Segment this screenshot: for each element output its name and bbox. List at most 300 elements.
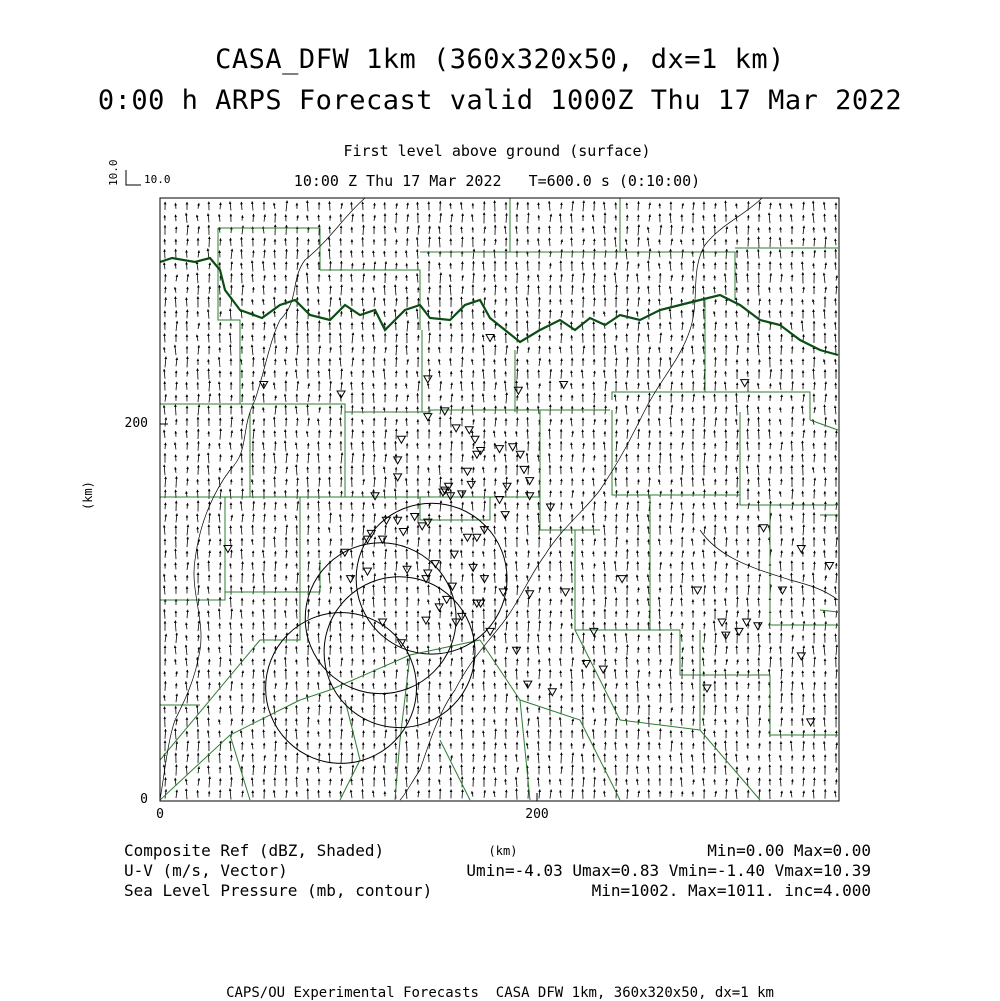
- wind-vector: [802, 682, 803, 690]
- wind-vector: [417, 659, 418, 665]
- wind-vector: [473, 645, 474, 655]
- wind-vector: [660, 225, 661, 235]
- wind-vector: [484, 455, 485, 461]
- wind-vector: [374, 477, 375, 487]
- wind-vector: [241, 359, 242, 365]
- wind-vector: [670, 453, 671, 463]
- wind-vector: [187, 525, 188, 536]
- wind-vector: [208, 359, 209, 364]
- wind-vector: [274, 790, 275, 798]
- wind-vector: [659, 609, 660, 619]
- wind-vector: [780, 454, 781, 462]
- wind-vector: [572, 789, 573, 798]
- wind-vector: [263, 285, 264, 294]
- wind-vector: [736, 419, 737, 425]
- wind-vector: [439, 622, 440, 630]
- wind-vector: [516, 777, 517, 787]
- wind-vector: [473, 562, 474, 570]
- wind-vector: [439, 633, 440, 642]
- wind-vector: [726, 299, 727, 306]
- wind-vector: [769, 419, 770, 426]
- wind-vector: [186, 250, 187, 257]
- wind-vector: [803, 287, 804, 293]
- wind-vector: [715, 791, 716, 797]
- wind-vector: [671, 382, 672, 391]
- wind-vector: [362, 322, 363, 330]
- wind-vector: [627, 502, 628, 510]
- wind-vector: [583, 239, 584, 245]
- wind-vector: [297, 381, 298, 391]
- wind-vector: [703, 550, 704, 559]
- wind-vector: [230, 622, 231, 629]
- wind-vector: [604, 202, 605, 210]
- wind-vector: [660, 670, 661, 679]
- wind-vector: [802, 585, 803, 595]
- wind-vector: [198, 647, 199, 653]
- wind-vector: [209, 381, 210, 392]
- wind-vector: [616, 262, 617, 270]
- wind-vector: [187, 287, 188, 293]
- wind-vector: [670, 417, 671, 428]
- wind-vector: [748, 503, 749, 509]
- wind-vector: [671, 239, 672, 246]
- wind-vector: [638, 215, 639, 221]
- wind-vector: [615, 755, 616, 761]
- wind-vector: [736, 273, 737, 283]
- wind-vector: [560, 514, 561, 522]
- wind-vector: [681, 718, 682, 725]
- wind-vector: [725, 527, 726, 534]
- wind-vector: [231, 515, 232, 521]
- wind-vector: [494, 719, 495, 724]
- wind-vector: [626, 719, 627, 726]
- wind-vector: [736, 263, 737, 270]
- wind-vector: [374, 621, 375, 630]
- wind-vector: [572, 201, 573, 211]
- wind-vector: [516, 431, 517, 437]
- wind-vector: [769, 429, 770, 438]
- wind-vector: [780, 514, 781, 522]
- wind-vector: [263, 550, 264, 558]
- wind-vector: [605, 250, 606, 257]
- wind-vector: [274, 297, 275, 307]
- wind-vector: [615, 561, 616, 571]
- wind-vector: [593, 513, 594, 523]
- wind-vector: [308, 717, 309, 728]
- wind-vector: [549, 201, 550, 210]
- wind-vector: [264, 755, 265, 761]
- wind-vector: [571, 646, 572, 653]
- wind-vector: [330, 286, 331, 294]
- wind-vector: [825, 575, 826, 580]
- wind-vector: [406, 766, 407, 774]
- wind-vector: [352, 214, 353, 222]
- wind-vector: [319, 705, 320, 716]
- wind-vector: [814, 778, 815, 786]
- wind-vector: [318, 501, 319, 511]
- wind-vector: [538, 455, 539, 462]
- wind-vector: [550, 214, 551, 222]
- wind-vector: [671, 539, 672, 545]
- wind-vector: [550, 599, 551, 605]
- wind-vector: [539, 609, 540, 619]
- wind-vector: [792, 455, 793, 462]
- wind-vector: [725, 669, 726, 679]
- wind-vector: [175, 405, 176, 416]
- wind-vector: [483, 394, 484, 403]
- wind-vector: [538, 753, 539, 764]
- wind-vector: [341, 778, 342, 785]
- wind-vector: [648, 598, 649, 606]
- station-marker: [473, 534, 481, 541]
- wind-vector: [836, 537, 837, 547]
- wind-vector: [649, 477, 650, 486]
- wind-vector: [418, 791, 419, 798]
- wind-vector: [593, 467, 594, 472]
- wind-vector: [450, 681, 451, 691]
- wind-vector: [616, 537, 617, 547]
- wind-vector: [319, 743, 320, 749]
- wind-vector: [528, 621, 529, 632]
- wind-vector: [703, 503, 704, 509]
- wind-vector: [736, 405, 737, 416]
- wind-vector: [286, 309, 287, 320]
- wind-vector: [780, 249, 781, 258]
- wind-vector: [560, 790, 561, 798]
- wind-vector: [571, 226, 572, 234]
- wind-vector: [461, 381, 462, 391]
- wind-vector: [406, 731, 407, 736]
- wind-vector: [473, 419, 474, 424]
- wind-vector: [352, 563, 353, 570]
- wind-vector: [264, 502, 265, 509]
- wind-vector: [758, 598, 759, 606]
- field2-stats: Umin=-4.03 Umax=0.83 Vmin=-1.40 Vmax=10.39: [400, 863, 871, 879]
- wind-vector: [451, 658, 452, 666]
- wind-vector: [627, 419, 628, 425]
- wind-vector: [813, 201, 814, 211]
- wind-vector: [648, 574, 649, 581]
- wind-vector: [165, 729, 166, 739]
- wind-vector: [692, 562, 693, 570]
- wind-vector: [494, 310, 495, 318]
- wind-vector: [286, 729, 287, 739]
- wind-vector: [374, 203, 375, 209]
- wind-vector: [825, 394, 826, 403]
- wind-vector: [561, 599, 562, 604]
- wind-vector: [737, 695, 738, 702]
- wind-vector: [285, 765, 286, 774]
- wind-vector: [351, 550, 352, 558]
- wind-vector: [417, 635, 418, 641]
- wind-vector: [549, 238, 550, 246]
- wind-vector: [737, 659, 738, 664]
- wind-vector: [560, 561, 561, 572]
- wind-vector: [231, 777, 232, 787]
- wind-vector: [308, 418, 309, 426]
- wind-vector: [792, 657, 793, 667]
- wind-vector: [616, 514, 617, 522]
- wind-vector: [241, 453, 242, 462]
- wind-vector: [638, 395, 639, 402]
- wind-vector: [571, 371, 572, 378]
- wind-vector: [285, 610, 286, 617]
- wind-vector: [725, 706, 726, 713]
- wind-vector: [242, 791, 243, 798]
- wind-vector: [638, 729, 639, 740]
- wind-vector: [494, 767, 495, 773]
- wind-vector: [539, 683, 540, 689]
- wind-vector: [252, 274, 253, 282]
- wind-vector: [725, 741, 726, 752]
- wind-vector: [737, 597, 738, 608]
- wind-vector: [759, 359, 760, 364]
- wind-vector: [627, 274, 628, 282]
- wind-vector: [318, 453, 319, 463]
- wind-vector: [384, 298, 385, 306]
- wind-vector: [693, 418, 694, 426]
- wind-vector: [297, 766, 298, 773]
- wind-vector: [274, 417, 275, 427]
- wind-vector: [704, 526, 705, 534]
- wind-vector: [407, 395, 408, 402]
- wind-vector: [231, 609, 232, 620]
- wind-vector: [769, 310, 770, 317]
- wind-vector: [780, 311, 781, 318]
- wind-vector: [572, 454, 573, 462]
- wind-vector: [253, 214, 254, 222]
- wind-vector: [340, 345, 341, 355]
- station-marker: [509, 444, 517, 451]
- wind-vector: [219, 214, 220, 221]
- wind-vector: [572, 587, 573, 593]
- wind-vector: [176, 790, 177, 798]
- wind-vector: [418, 598, 419, 605]
- wind-vector: [583, 250, 584, 258]
- wind-vector: [263, 299, 264, 305]
- wind-vector: [219, 634, 220, 641]
- wind-vector: [505, 537, 506, 547]
- wind-vector: [825, 237, 826, 248]
- wind-vector: [758, 406, 759, 413]
- wind-vector: [494, 671, 495, 677]
- figure-title: CASA_DFW 1km (360x320x50, dx=1 km): [0, 46, 1000, 73]
- wind-vector: [714, 551, 715, 557]
- wind-vector: [439, 237, 440, 248]
- wind-vector: [758, 501, 759, 512]
- wind-vector: [395, 706, 396, 715]
- wind-vector: [803, 513, 804, 523]
- wind-vector: [241, 443, 242, 449]
- wind-vector: [527, 539, 528, 545]
- wind-vector: [462, 502, 463, 510]
- wind-vector: [769, 346, 770, 355]
- wind-vector: [483, 369, 484, 379]
- wind-vector: [406, 287, 407, 294]
- wind-vector: [352, 514, 353, 523]
- level-label: First level above ground (surface): [0, 144, 994, 159]
- wind-vector: [561, 766, 562, 774]
- wind-vector: [835, 598, 836, 606]
- wind-vector: [714, 394, 715, 402]
- wind-vector: [692, 407, 693, 413]
- wind-vector: [571, 669, 572, 679]
- wind-vector: [626, 779, 627, 785]
- wind-vector: [418, 537, 419, 547]
- wind-vector: [703, 249, 704, 259]
- wind-vector: [285, 359, 286, 365]
- wind-vector: [791, 395, 792, 401]
- wind-vector: [571, 623, 572, 629]
- wind-vector: [473, 443, 474, 449]
- wind-vector: [758, 333, 759, 344]
- wind-vector: [781, 334, 782, 342]
- wind-vector: [439, 359, 440, 365]
- wind-vector: [472, 501, 473, 510]
- wind-vector: [373, 322, 374, 329]
- wind-vector: [483, 261, 484, 270]
- wind-vector: [824, 359, 825, 364]
- wind-vector: [693, 323, 694, 328]
- wind-vector: [605, 419, 606, 425]
- wind-vector: [198, 454, 199, 463]
- wind-vector: [164, 249, 165, 258]
- wind-vector: [825, 382, 826, 391]
- wind-vector: [231, 718, 232, 725]
- wind-vector: [440, 717, 441, 727]
- wind-vector: [297, 454, 298, 463]
- wind-vector: [330, 538, 331, 545]
- wind-vector: [571, 609, 572, 619]
- wind-vector: [538, 286, 539, 295]
- x-tick-label-200: 200: [512, 808, 562, 821]
- wind-vector: [495, 743, 496, 750]
- wind-vector: [219, 285, 220, 294]
- wind-vector: [736, 621, 737, 630]
- wind-vector: [198, 405, 199, 416]
- wind-vector: [439, 779, 440, 784]
- wind-vector: [440, 501, 441, 512]
- wind-vector: [615, 323, 616, 330]
- wind-vector: [593, 215, 594, 222]
- station-marker: [394, 474, 402, 481]
- wind-vector: [373, 251, 374, 257]
- wind-vector: [472, 382, 473, 391]
- wind-vector: [814, 407, 815, 413]
- wind-vector: [528, 563, 529, 569]
- wind-vector: [495, 586, 496, 594]
- wind-vector: [660, 707, 661, 713]
- wind-vector: [736, 467, 737, 473]
- wind-vector: [616, 454, 617, 462]
- wind-vector: [703, 574, 704, 582]
- wind-vector: [649, 347, 650, 354]
- wind-vector: [759, 574, 760, 582]
- wind-vector: [780, 491, 781, 497]
- wind-vector: [230, 597, 231, 608]
- wind-vector: [429, 562, 430, 570]
- wind-vector: [803, 705, 804, 716]
- wind-vector: [539, 669, 540, 679]
- wind-vector: [373, 383, 374, 388]
- wind-vector: [362, 778, 363, 787]
- wind-vector: [824, 273, 825, 283]
- station-marker: [452, 425, 460, 432]
- wind-vector: [758, 477, 759, 487]
- wind-vector: [275, 466, 276, 474]
- wind-vector: [638, 357, 639, 367]
- wind-vector: [440, 575, 441, 581]
- wind-vector: [748, 395, 749, 402]
- wind-vector: [780, 214, 781, 221]
- wind-vector: [252, 479, 253, 484]
- wind-vector: [351, 587, 352, 593]
- wind-vector: [583, 633, 584, 643]
- wind-vector: [594, 539, 595, 546]
- wind-vector: [439, 465, 440, 475]
- wind-vector: [274, 250, 275, 258]
- wind-vector: [208, 718, 209, 727]
- wind-vector: [681, 418, 682, 425]
- wind-vector: [219, 623, 220, 629]
- wind-vector: [715, 357, 716, 367]
- wind-vector: [692, 754, 693, 761]
- wind-vector: [572, 765, 573, 776]
- wind-vector: [175, 263, 176, 269]
- wind-vector: [791, 741, 792, 751]
- wind-vector: [550, 537, 551, 546]
- wind-vector: [462, 357, 463, 367]
- wind-vector: [363, 586, 364, 595]
- wind-vector: [286, 249, 287, 259]
- wind-vector: [209, 777, 210, 788]
- wind-vector: [451, 334, 452, 342]
- wind-vector: [803, 394, 804, 402]
- wind-vector: [692, 346, 693, 355]
- wind-vector: [330, 767, 331, 773]
- wind-vector: [561, 239, 562, 244]
- wind-vector: [230, 695, 231, 700]
- wind-vector: [737, 455, 738, 462]
- wind-vector: [615, 273, 616, 284]
- wind-vector: [835, 359, 836, 365]
- wind-vector: [560, 779, 561, 785]
- station-marker: [363, 568, 371, 575]
- wind-vector: [582, 705, 583, 716]
- wind-vector: [351, 250, 352, 257]
- wind-vector: [813, 502, 814, 509]
- wind-vector: [308, 609, 309, 619]
- wind-vector: [670, 755, 671, 762]
- wind-vector: [450, 765, 451, 775]
- wind-vector: [341, 382, 342, 390]
- wind-vector: [715, 381, 716, 390]
- wind-vector: [308, 585, 309, 595]
- wind-vector: [528, 285, 529, 295]
- wind-vector: [186, 779, 187, 785]
- wind-vector: [374, 454, 375, 462]
- wind-vector: [736, 322, 737, 331]
- wind-vector: [319, 694, 320, 702]
- wind-vector: [440, 381, 441, 391]
- wind-vector: [406, 275, 407, 281]
- wind-vector: [296, 369, 297, 378]
- wind-vector: [616, 490, 617, 498]
- wind-vector: [418, 742, 419, 749]
- wind-vector: [340, 621, 341, 631]
- wind-vector: [516, 634, 517, 642]
- wind-vector: [637, 575, 638, 581]
